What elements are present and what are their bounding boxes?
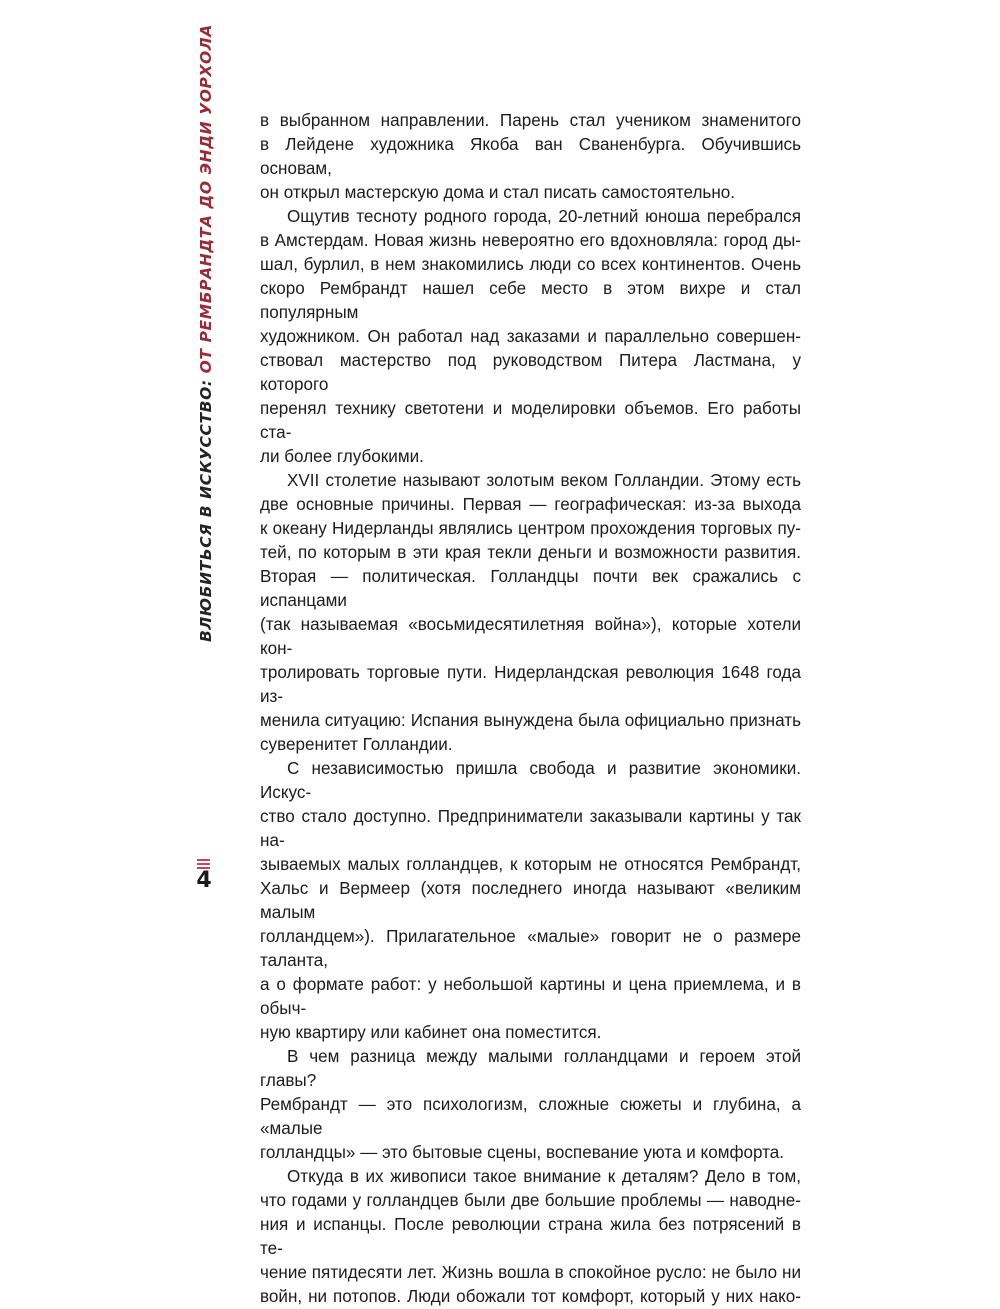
text-line: скоро Рембрандт нашел себе место в этом вихре и стал популярным — [260, 279, 801, 322]
paragraph — [260, 1045, 801, 1165]
text-line: зываемых малых голландцев, к которым не относятся Рембрандт, — [260, 855, 801, 874]
text-line: в выбранном направлении. Парень стал учеником знаменитого — [260, 111, 801, 130]
text-line: две основные причины. Первая — географическая: из-за выхода — [260, 495, 801, 514]
text-line: Рембрандт — это психологизм, сложные сюжеты и глубина, а «малые — [260, 1095, 801, 1138]
text-line: Ощутив тесноту родного города, 20-летний юноша перебрался — [287, 207, 801, 226]
paragraph — [260, 757, 801, 1045]
text-line: шал, бурлил, в нем знакомились люди со всех континентов. Очень — [260, 255, 801, 274]
text-line: он открыл мастерскую дома и стал писать самостоятельно. — [260, 183, 736, 202]
text-line: что годами у голландцев были две большие проблемы — наводне- — [260, 1191, 801, 1210]
text-line: войн, ни потопов. Люди обожали тот комфорт, который у них нако- — [260, 1287, 801, 1306]
text-line: голландцы» — это бытовые сцены, воспевание уюта и комфорта. — [260, 1143, 785, 1162]
paragraph — [260, 205, 801, 469]
text-line: к океану Нидерланды являлись центром прохождения торговых пу- — [260, 519, 801, 538]
text-line: тей, по которым в эти края текли деньги и возможности развития. — [260, 543, 801, 562]
text-line: ную квартиру или кабинет она поместится. — [260, 1023, 602, 1042]
text-line: голландцем»). Прилагательное «малые» говорит не о размере таланта, — [260, 927, 801, 970]
text-line: в Лейдене художника Якоба ван Сваненбурга. Обучившись основам, — [260, 135, 801, 178]
text-line: суверенитет Голландии. — [260, 735, 453, 754]
text-line: в Амстердам. Новая жизнь невероятно его вдохновляла: город ды- — [260, 231, 801, 250]
text-line: XVII столетие называют золотым веком Голландии. Этому есть — [287, 471, 801, 490]
text-line: Откуда в их живописи такое внимание к деталям? Дело в том, — [287, 1167, 801, 1186]
text-line: ство стало доступно. Предприниматели заказывали картины у так на- — [260, 807, 801, 850]
paragraph — [260, 469, 801, 757]
text-line: а о формате работ: у небольшой картины и цена приемлема, и в обыч- — [260, 975, 801, 1018]
text-line: ли более глубокими. — [260, 447, 424, 466]
running-head-subtitle: ОТ РЕМБРАНДТА ДО ЭНДИ УОРХОЛА — [197, 24, 215, 374]
paragraph — [260, 1165, 801, 1309]
text-line: менила ситуацию: Испания вынуждена была официально признать — [260, 711, 801, 730]
text-line: (так называемая «восьмидесятилетняя война»), которые хотели кон- — [260, 615, 801, 658]
paragraph — [260, 109, 801, 205]
text-line: ствовал мастерство под руководством Питера Ластмана, у которого — [260, 351, 801, 394]
running-head — [193, 24, 219, 642]
body-text — [260, 109, 801, 1309]
text-line: С независимостью пришла свобода и развитие экономики. Искус- — [260, 759, 801, 802]
text-line: ния и испанцы. После революции страна жила без потрясений в те- — [260, 1215, 801, 1258]
running-head-series: ВЛЮБИТЬСЯ В ИСКУССТВО: — [197, 373, 215, 642]
text-line: тролировать торговые пути. Нидерландская революция 1648 года из- — [260, 663, 801, 706]
text-line: В чем разница между малыми голландцами и героем этой главы? — [260, 1047, 801, 1090]
text-line: Вторая — политическая. Голландцы почти век сражались с испанцами — [260, 567, 801, 610]
text-line: перенял технику светотени и моделировки объемов. Его работы ста- — [260, 399, 801, 442]
text-line: Хальс и Вермеер (хотя последнего иногда называют «великим малым — [260, 879, 801, 922]
text-line: художником. Он работал над заказами и параллельно совершен- — [260, 327, 801, 346]
text-line: чение пятидесяти лет. Жизнь вошла в спокойное русло: не было ни — [260, 1263, 801, 1282]
page-number: 4 — [196, 868, 212, 893]
